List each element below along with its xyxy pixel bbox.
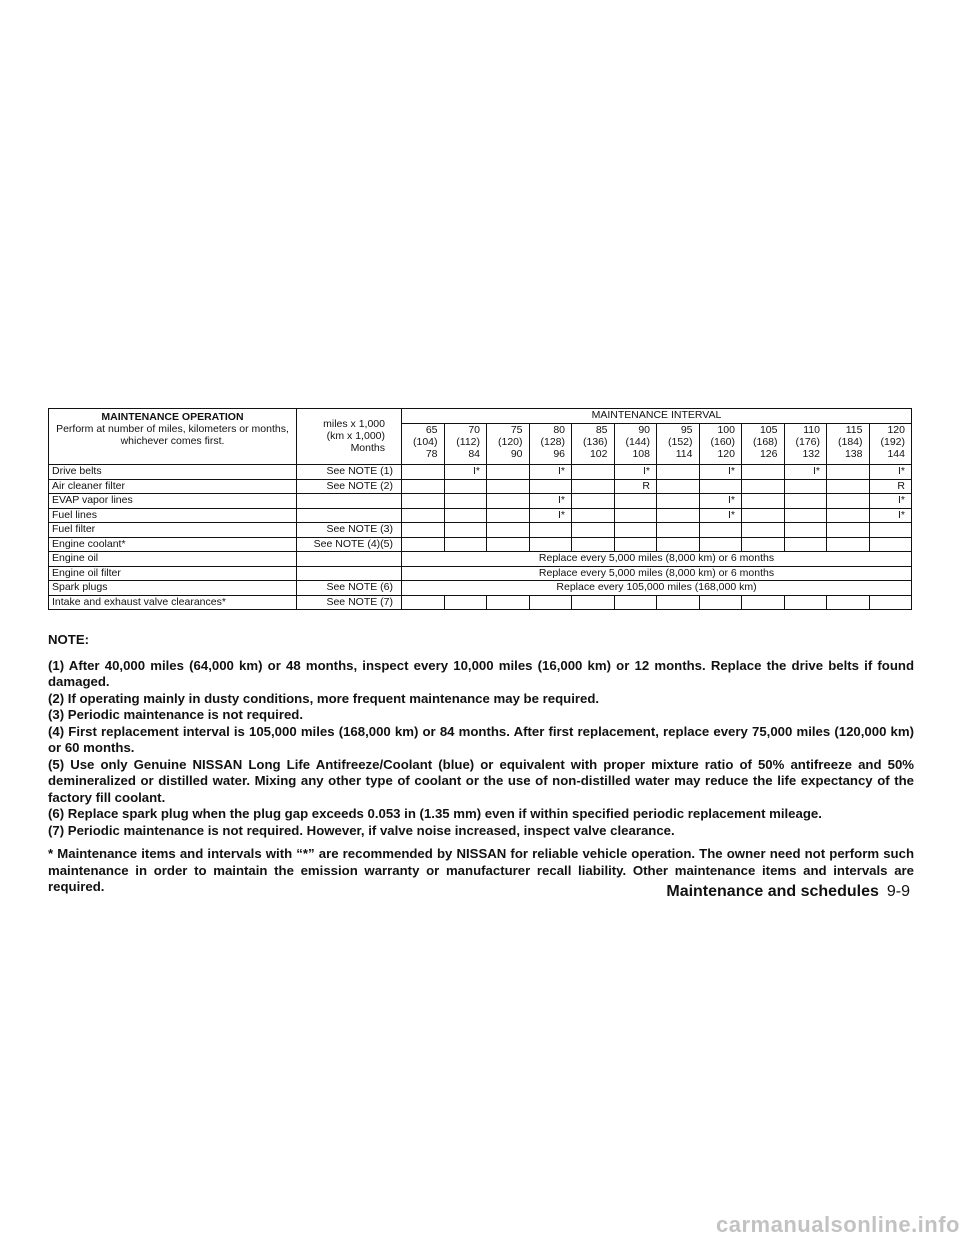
interval-col: [699, 424, 742, 465]
interval-km: (192): [880, 436, 905, 448]
interval-cell: [784, 508, 827, 523]
note-1: (1) After 40,000 miles (64,000 km) or 48 months, inspect every 10,000 miles (16,000 km) or 12 months. Replace the drive belts if found damaged.: [48, 657, 914, 689]
note-ref-cell: [297, 566, 402, 581]
interval-mo: 138: [844, 448, 863, 460]
interval-mi: 105: [759, 424, 778, 436]
interval-col: [784, 424, 827, 465]
table-row: [49, 523, 912, 538]
interval-cell: I*: [529, 465, 572, 480]
interval-col: [487, 424, 530, 465]
interval-mi: 115: [845, 424, 863, 436]
interval-cell: [699, 537, 742, 552]
interval-mi: 80: [553, 424, 565, 436]
units-header: [297, 409, 402, 465]
table-row: [49, 566, 912, 581]
interval-col: [444, 424, 487, 465]
interval-title: MAINTENANCE INTERVAL: [402, 409, 912, 424]
interval-cell: [529, 523, 572, 538]
interval-col: [402, 424, 445, 465]
interval-cell: [572, 465, 615, 480]
interval-cell: [529, 537, 572, 552]
interval-mo: 84: [468, 448, 480, 460]
page-number: 9-9: [886, 883, 910, 900]
asterisk-note: * Maintenance items and intervals with “*” are recommended by NISSAN for reliable vehicle operation. The owner need not perform such maintenance in order to maintain the emission warranty or manufacturer recall liability. Other maintenance items and intervals are required.: [48, 846, 914, 894]
interval-cell: [742, 523, 785, 538]
item-cell: Fuel lines: [49, 508, 297, 523]
interval-cell: [444, 595, 487, 610]
notes-section: [48, 632, 914, 896]
interval-col: [827, 424, 870, 465]
note-ref-cell: See NOTE (7): [297, 595, 402, 610]
interval-km: (136): [582, 436, 608, 448]
watermark: carmanualsonline.info: [716, 1212, 960, 1237]
interval-col: [614, 424, 657, 465]
note-6: (6) Replace spark plug when the plug gap exceeds 0.053 in (1.35 mm) even if within specified periodic replacement mileage.: [48, 806, 822, 821]
interval-cell: [742, 595, 785, 610]
note-ref-cell: [297, 508, 402, 523]
interval-cell: [444, 537, 487, 552]
operation-header: [49, 409, 297, 465]
interval-cell: [657, 595, 700, 610]
interval-cell: R: [869, 479, 912, 494]
interval-mo: 102: [589, 448, 608, 460]
interval-cell: [827, 494, 870, 509]
interval-cell: [444, 523, 487, 538]
note-ref-cell: See NOTE (3): [297, 523, 402, 538]
interval-cell: [699, 523, 742, 538]
interval-mo: 144: [887, 448, 905, 460]
interval-col: [657, 424, 700, 465]
interval-cell: [487, 465, 530, 480]
interval-col: [529, 424, 572, 465]
interval-cell: I*: [699, 465, 742, 480]
interval-cell: [869, 537, 912, 552]
note-5: (5) Use only Genuine NISSAN Long Life Antifreeze/Coolant (blue) or equivalent with proper mixture ratio of 50% antifreeze and 50% demineralized or distilled water. Mixing any other type of coolant or the use of non-distilled water may reduce the life expectancy of the factory fill coolant.: [48, 756, 914, 805]
interval-mi: 120: [887, 424, 905, 436]
interval-mo: 78: [425, 448, 438, 460]
note-ref-cell: See NOTE (6): [297, 581, 402, 596]
interval-cell: [572, 494, 615, 509]
note-ref-cell: [297, 552, 402, 567]
notes-heading: NOTE:: [48, 632, 90, 647]
interval-cell: I*: [444, 465, 487, 480]
interval-cell: I*: [869, 494, 912, 509]
interval-cell: [742, 479, 785, 494]
interval-cell: [572, 537, 615, 552]
item-cell: Drive belts: [49, 465, 297, 480]
interval-mo: 108: [632, 448, 650, 460]
span-cell: Replace every 5,000 miles (8,000 km) or 6 months: [402, 552, 912, 567]
interval-km: (160): [710, 436, 735, 448]
item-cell: Engine coolant*: [49, 537, 297, 552]
note-ref-cell: See NOTE (2): [297, 479, 402, 494]
interval-mo: 120: [717, 448, 735, 460]
unit-km: (km x 1,000): [326, 430, 385, 442]
interval-mi: 70: [468, 424, 480, 436]
interval-mo: 90: [510, 448, 523, 460]
interval-cell: [784, 523, 827, 538]
interval-cell: [657, 523, 700, 538]
interval-cell: [827, 523, 870, 538]
interval-mo: 132: [802, 448, 820, 460]
item-cell: Spark plugs: [49, 581, 297, 596]
interval-cell: I*: [699, 494, 742, 509]
interval-cell: [487, 508, 530, 523]
interval-mi: 65: [425, 424, 438, 436]
interval-km: (168): [752, 436, 778, 448]
interval-cell: [827, 508, 870, 523]
interval-cell: I*: [529, 494, 572, 509]
interval-cell: [402, 508, 445, 523]
table-row: [49, 494, 912, 509]
item-cell: Fuel filter: [49, 523, 297, 538]
interval-cell: [572, 523, 615, 538]
interval-cell: [402, 494, 445, 509]
interval-cell: [402, 537, 445, 552]
interval-mo: 96: [553, 448, 565, 460]
table-row: [49, 465, 912, 480]
interval-cell: [614, 537, 657, 552]
interval-cell: [487, 537, 530, 552]
header-row: [49, 409, 912, 424]
interval-mi: 90: [638, 424, 650, 436]
interval-cell: [657, 494, 700, 509]
interval-cell: [572, 508, 615, 523]
interval-cell: [657, 479, 700, 494]
interval-cell: [402, 479, 445, 494]
item-cell: Engine oil: [49, 552, 297, 567]
interval-cell: I*: [784, 465, 827, 480]
interval-cell: [487, 479, 530, 494]
interval-col: [572, 424, 615, 465]
interval-cell: [784, 494, 827, 509]
interval-cell: [614, 508, 657, 523]
interval-cell: [657, 508, 700, 523]
interval-cell: [784, 595, 827, 610]
interval-cell: [572, 595, 615, 610]
interval-cell: I*: [699, 508, 742, 523]
interval-cell: [742, 508, 785, 523]
interval-cell: I*: [529, 508, 572, 523]
interval-mi: 100: [717, 424, 735, 436]
maintenance-schedule-table: [48, 408, 912, 610]
interval-mi: 85: [595, 424, 608, 436]
table-row: [49, 508, 912, 523]
table-body: [49, 465, 912, 610]
interval-mi: 110: [803, 424, 820, 436]
page-footer: [666, 883, 910, 901]
interval-cell: [529, 595, 572, 610]
interval-cell: I*: [869, 465, 912, 480]
interval-cell: [614, 523, 657, 538]
note-7: (7) Periodic maintenance is not required. However, if valve noise increased, inspect valve clearance.: [48, 822, 675, 838]
interval-cell: [699, 595, 742, 610]
unit-months: Months: [350, 442, 385, 454]
interval-cell: I*: [869, 508, 912, 523]
interval-cell: [657, 465, 700, 480]
interval-cell: [742, 537, 785, 552]
item-cell: Air cleaner filter: [49, 479, 297, 494]
interval-cell: [827, 479, 870, 494]
interval-mo: 126: [759, 448, 778, 460]
interval-cell: [827, 595, 870, 610]
interval-km: (104): [412, 436, 438, 448]
table-row: [49, 552, 912, 567]
interval-cell: [614, 595, 657, 610]
interval-cell: [784, 537, 827, 552]
operation-subtitle: Perform at number of miles, kilometers or months, whichever comes first.: [56, 423, 289, 447]
interval-cell: [742, 465, 785, 480]
note-3: (3) Periodic maintenance is not required.: [48, 707, 304, 722]
interval-cell: [869, 523, 912, 538]
interval-cell: [869, 595, 912, 610]
interval-cell: [402, 595, 445, 610]
item-cell: Intake and exhaust valve clearances*: [49, 595, 297, 610]
interval-col: [742, 424, 785, 465]
interval-cell: [444, 479, 487, 494]
table-row: [49, 581, 912, 596]
interval-cell: [444, 508, 487, 523]
interval-cell: [444, 494, 487, 509]
note-ref-cell: See NOTE (4)(5): [297, 537, 402, 552]
table-row: [49, 595, 912, 610]
interval-cell: [529, 479, 572, 494]
interval-cell: [699, 479, 742, 494]
section-title: Maintenance and schedules: [666, 883, 879, 900]
item-cell: Engine oil filter: [49, 566, 297, 581]
note-2: (2) If operating mainly in dusty conditions, more frequent maintenance may be required.: [48, 690, 600, 706]
interval-cell: [572, 479, 615, 494]
interval-cell: [402, 465, 445, 480]
interval-km: (176): [795, 436, 820, 448]
span-cell: Replace every 105,000 miles (168,000 km): [402, 581, 912, 596]
interval-cell: [487, 595, 530, 610]
item-cell: EVAP vapor lines: [49, 494, 297, 509]
interval-km: (144): [625, 436, 650, 448]
interval-km: (184): [837, 436, 863, 448]
note-ref-cell: [297, 494, 402, 509]
span-cell: Replace every 5,000 miles (8,000 km) or 6 months: [402, 566, 912, 581]
interval-cell: [487, 494, 530, 509]
interval-cell: [827, 537, 870, 552]
interval-cell: [614, 494, 657, 509]
interval-cell: [657, 537, 700, 552]
operation-title: MAINTENANCE OPERATION: [101, 411, 244, 423]
interval-km: (112): [456, 436, 480, 448]
table-row: [49, 479, 912, 494]
note-ref-cell: See NOTE (1): [297, 465, 402, 480]
unit-miles: miles x 1,000: [323, 418, 385, 430]
interval-cell: [827, 465, 870, 480]
interval-mi: 75: [510, 424, 523, 436]
interval-mo: 114: [675, 448, 693, 460]
interval-km: (152): [667, 436, 693, 448]
interval-cell: [784, 479, 827, 494]
interval-cell: [402, 523, 445, 538]
interval-mi: 95: [680, 424, 693, 436]
interval-km: (128): [540, 436, 565, 448]
interval-cell: I*: [614, 465, 657, 480]
interval-cell: [742, 494, 785, 509]
interval-cell: R: [614, 479, 657, 494]
interval-col: [869, 424, 912, 465]
interval-cell: [487, 523, 530, 538]
note-4: (4) First replacement interval is 105,000 miles (168,000 km) or 84 months. After first replacement, replace every 75,000 miles (120,000 km) or 60 months.: [48, 723, 914, 755]
table-row: [49, 537, 912, 552]
interval-km: (120): [497, 436, 523, 448]
